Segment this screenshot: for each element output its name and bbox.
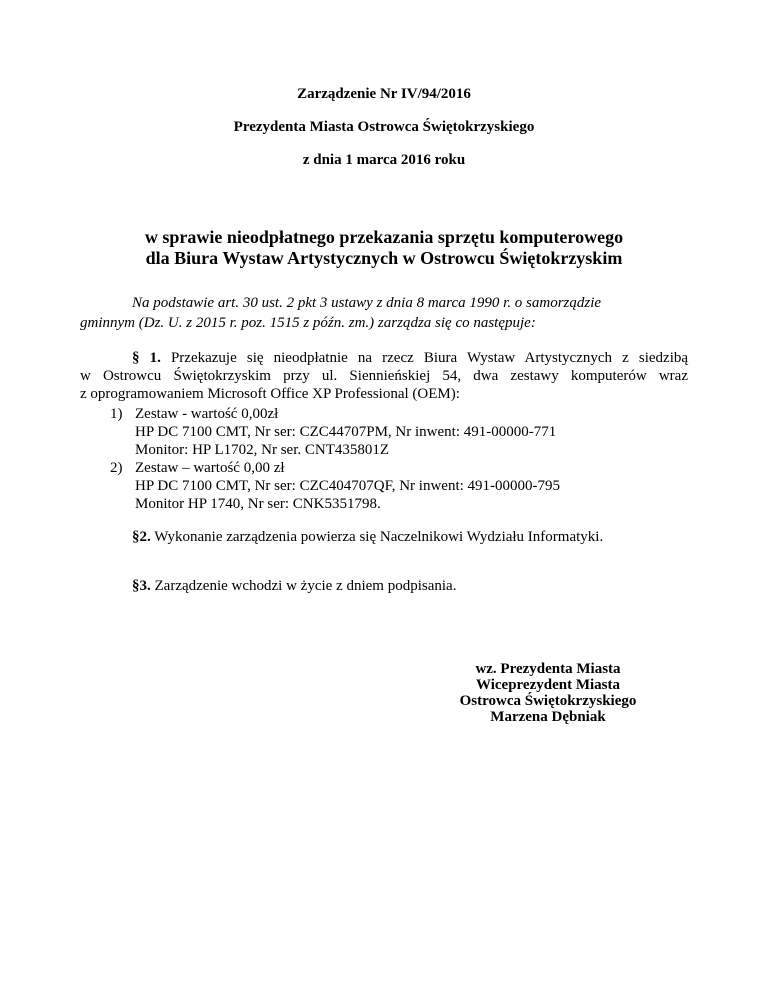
list-item-title: Zestaw - wartość 0,00zł bbox=[135, 406, 279, 422]
list-item-detail-1: HP DC 7100 CMT, Nr ser: CZC44707PM, Nr inwent: 491-00000-771 bbox=[135, 424, 557, 440]
list-item-detail-2: Monitor HP 1740, Nr ser: CNK5351798. bbox=[135, 496, 381, 512]
list-item-number: 2) bbox=[110, 460, 123, 476]
section-1-line-3: z oprogramowaniem Microsoft Office XP Professional (OEM): bbox=[80, 386, 460, 402]
preamble-line-1: Na podstawie art. 30 ust. 2 pkt 3 ustawy z dnia 8 marca 1990 r. o samorządzie bbox=[132, 295, 602, 311]
ordinance-number: Zarządzenie Nr IV/94/2016 bbox=[297, 86, 471, 102]
signature-name: Marzena Dębniak bbox=[490, 709, 606, 725]
section-2 bbox=[132, 529, 603, 546]
list-item-detail-2: Monitor: HP L1702, Nr ser. CNT435801Z bbox=[135, 442, 390, 458]
ordinance-date: z dnia 1 marca 2016 roku bbox=[302, 152, 466, 168]
section-3-label: §3. bbox=[132, 578, 151, 594]
signature-block bbox=[430, 661, 666, 725]
section-3 bbox=[132, 578, 456, 595]
section-2-text: Wykonanie zarządzenia powierza się Naczelnikowi Wydziału Informatyki. bbox=[154, 529, 604, 545]
list-item-detail-1: HP DC 7100 CMT, Nr ser: CZC404707QF, Nr inwent: 491-00000-795 bbox=[135, 478, 561, 494]
list-item-title: Zestaw – wartość 0,00 zł bbox=[135, 460, 285, 476]
section-2-label: §2. bbox=[132, 529, 151, 545]
signature-line-1: wz. Prezydenta Miasta bbox=[475, 661, 621, 677]
issuer-title: Prezydenta Miasta Ostrowca Świętokrzyskiego bbox=[233, 119, 535, 135]
preamble-line-2: gminnym (Dz. U. z 2015 r. poz. 1515 z późn. zm.) zarządza się co następuje: bbox=[80, 315, 536, 331]
list-item-number: 1) bbox=[110, 406, 123, 422]
section-1-text-1: Przekazuje się nieodpłatnie na rzecz Biura Wystaw Artystycznych z siedzibą bbox=[170, 350, 689, 366]
section-1-label: § 1. bbox=[132, 350, 161, 366]
section-1-line-1 bbox=[132, 349, 688, 367]
signature-line-3: Ostrowca Świętokrzyskiego bbox=[459, 693, 637, 709]
section-3-text: Zarządzenie wchodzi w życie z dniem podpisania. bbox=[154, 578, 457, 594]
signature-line-2: Wiceprezydent Miasta bbox=[475, 677, 620, 693]
subject-line-2: dla Biura Wystaw Artystycznych w Ostrowcu Świętokrzyskim bbox=[145, 248, 623, 268]
subject-line-1: w sprawie nieodpłatnego przekazania sprzętu komputerowego bbox=[144, 227, 624, 247]
section-1-line-2: w Ostrowcu Świętokrzyskim przy ul. Siennieńskiej 54, dwa zestawy komputerów wraz bbox=[80, 368, 688, 384]
